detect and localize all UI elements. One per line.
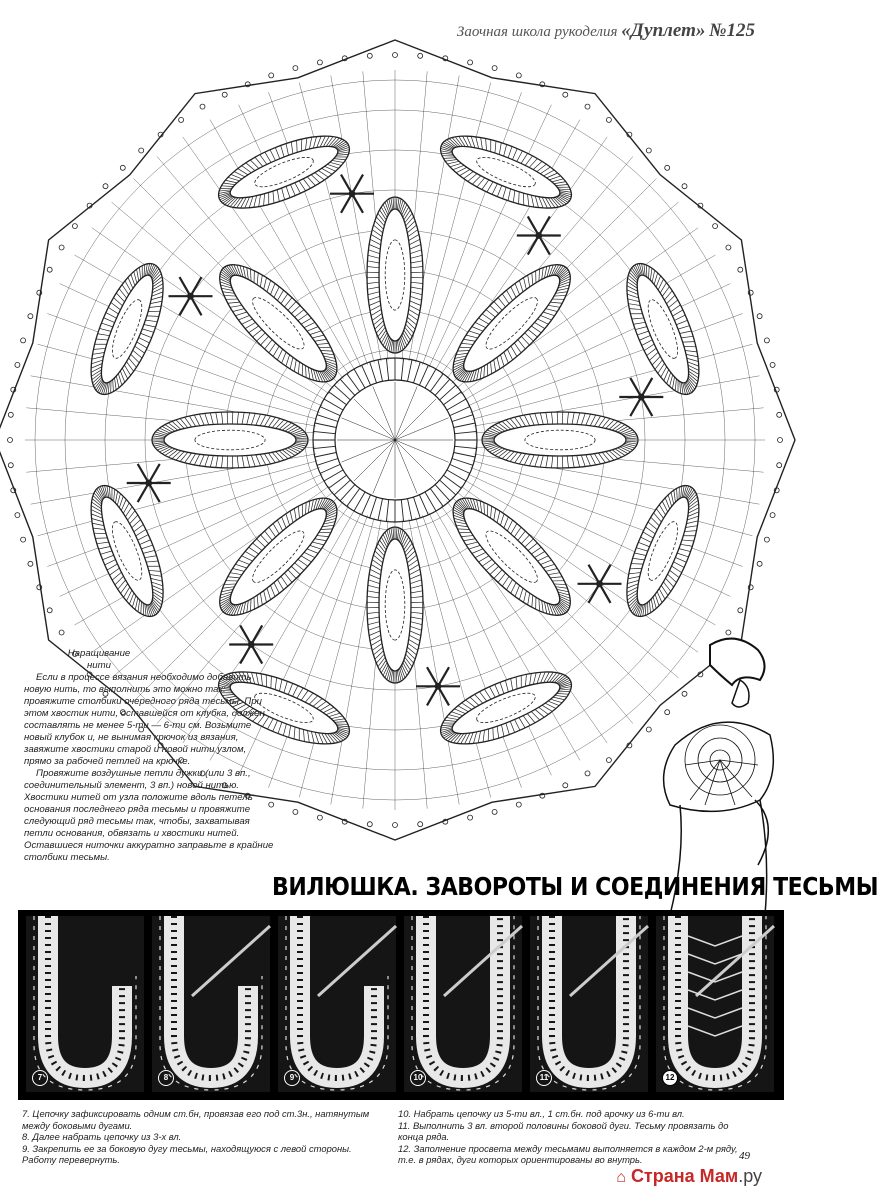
watermark-domain: .ру <box>738 1166 762 1186</box>
lace-u-shape-icon <box>404 916 522 1092</box>
step-note-9: 9. Закрепить ее за боковую дугу тесьмы, находящуюся с левой стороны. Работу перевернуть. <box>22 1142 352 1165</box>
site-watermark <box>616 1166 762 1187</box>
lesson-title: ВИЛЮШКА. ЗАВОРОТЫ И СОЕДИНЕНИЯ ТЕСЬМЫ <box>272 872 878 901</box>
header-prefix: Заочная школа рукоделия <box>456 24 618 40</box>
page-number: 49 <box>739 1150 750 1162</box>
step-number-badge: 9 <box>284 1070 300 1086</box>
lace-u-shape-icon <box>152 916 270 1092</box>
thread-joining-instructions <box>24 648 274 864</box>
header-brand: «Дуплет» <box>621 20 706 41</box>
step-number-badge: 7 <box>32 1070 48 1086</box>
step-photo-strip <box>18 910 784 1100</box>
lace-u-shape-icon <box>26 916 144 1092</box>
step-note-7: 7. Цепочку зафиксировать одним ст.бн, провязав его под ст.3н., натянутым между боковыми дугами. <box>22 1108 370 1131</box>
step-photo-11 <box>530 916 648 1092</box>
step-number-badge: 10 <box>410 1070 426 1086</box>
step-photo-8 <box>152 916 270 1092</box>
instruction-paragraph-1: Если в процессе вязания необходимо добавить новую нить, то выполнить это можно так: провяжите столбики очередного ряда тесьмы. При этом хвостик нити, оставшейся от клубка, должен составлять не менее 5-ти — 6-ти см. Возьмите новый клубок и, не вынимая крючок из вязания, завяжите хвостики старой и новой нити узлом, прямо за рабочей петлей на крючке. <box>24 672 265 767</box>
step-note-10: 10. Набрать цепочку из 5-ти вл., 1 ст.бн. под арочку из 6-ти вл. <box>398 1108 685 1119</box>
section-title: Наращивание нити <box>67 648 131 671</box>
step-notes-right <box>398 1108 746 1166</box>
step-photo-12 <box>656 916 774 1092</box>
lace-u-shape-icon <box>656 916 774 1092</box>
step-note-12: 12. Заполнение просвета между тесьмами выполняется в каждом 2-м ряду, т.е. в рядах, дуги которых ориентированы во внутрь. <box>398 1142 738 1165</box>
watermark-text: Страна Мам <box>630 1166 739 1186</box>
step-note-11: 11. Выполнить 3 вл. второй половины боковой дуги. Тесьму провязать до конца ряда. <box>398 1119 729 1142</box>
step-photo-10 <box>404 916 522 1092</box>
lace-u-shape-icon <box>278 916 396 1092</box>
step-number-badge: 11 <box>536 1070 552 1086</box>
house-icon: ⌂ <box>616 1169 626 1186</box>
step-number-badge: 12 <box>662 1070 678 1086</box>
header-issue: №125 <box>709 20 755 41</box>
step-number-badge: 8 <box>158 1070 174 1086</box>
instruction-paragraph-2: Провяжите воздушные петли дужки (или 3 вп., соединительный элемент, 3 вп.) новой нитью. Хвостики нитей от узла положите вдоль петель основания последнего ряда тесьмы и провяжите следующий ряд тесьмы так, чтобы, захватывая петли основания, обвязать и хвостики нитей. Оставшиеся ниточки аккуратно заправьте в крайние столбики тесьмы. <box>24 768 274 863</box>
lace-u-shape-icon <box>530 916 648 1092</box>
step-photo-9 <box>278 916 396 1092</box>
step-note-8: 8. Далее набрать цепочку из 3-х вл. <box>22 1131 182 1142</box>
step-notes-left <box>22 1108 380 1166</box>
step-photo-7 <box>26 916 144 1092</box>
